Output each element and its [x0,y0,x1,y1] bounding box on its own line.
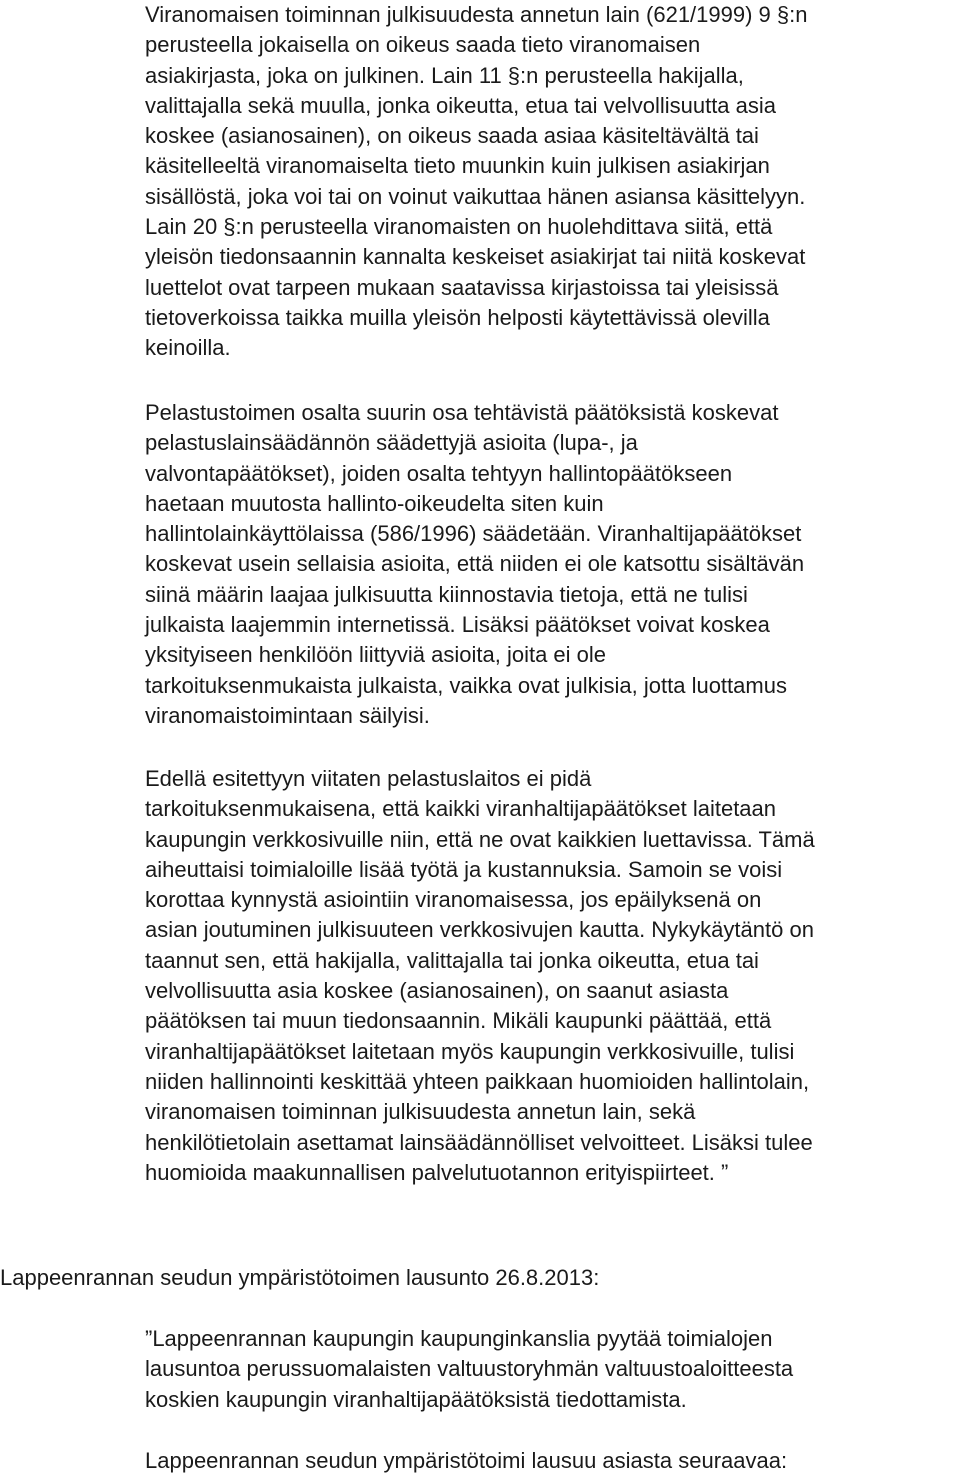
text-line: Viranomaisen toiminnan julkisuudesta annetun lain (621/1999) 9 §:n [145,2,808,27]
text-line: pelastuslainsäädännön säädettyjä asioita (lupa-, ja [145,430,638,456]
text-line: valittajalla sekä muulla, jonka oikeutta, etua tai velvollisuutta asia [145,92,777,118]
heading-text: Lappeenrannan seudun ympäristötoimen lausunto 26.8.2013: [0,1265,600,1290]
text-line: huomioida maakunnallisen palvelutuotannon erityispiirteet. ” [145,1159,729,1185]
text-line: yksityiseen henkilöön liittyviä asioita, joita ei ole [145,642,607,668]
text-line: kaupungin verkkosivuille niin, että ne ovat kaikkien luettavissa. Tämä [145,826,815,852]
text-line: niiden hallinnointi keskittää yhteen paikkaan huomioiden hallintolain, [145,1068,810,1094]
text-line: yleisön tiedonsaannin kannalta keskeiset asiakirjat tai niitä koskevat [145,244,806,270]
statement-heading [0,1263,599,1293]
text-line: tarkoituksenmukaisena, että kaikki viranhaltijapäätökset laitetaan [145,796,777,822]
paragraph-request-quote [145,1324,793,1415]
text-line: luettelot ovat tarpeen mukaan saatavissa kirjastoissa tai yleisissä [145,274,779,300]
text-line: tarkoituksenmukaista julkaista, vaikka ovat julkisia, jotta luottamus [145,672,787,698]
text-line: käsitelleeltä viranomaiselta tieto muunkin kuin julkisen asiakirjan [145,153,770,179]
text-line: valvontapäätökset), joiden osalta tehtyyn hallintopäätökseen [145,460,733,486]
text-line: koskien kaupungin viranhaltijapäätöksistä tiedottamista. [145,1386,687,1412]
text-line: koskevat usein sellaisia asioita, että niiden ei ole katsottu sisältävän [145,551,805,577]
text-line: korottaa kynnystä asiointiin viranomaisessa, jos epäilyksenä on [145,887,762,913]
paragraph-conclusion [145,764,815,1188]
text-line: sisällöstä, joka voi tai on voinut vaikuttaa hänen asiansa käsittelyyn. [145,183,806,209]
text-line: taannut sen, että hakijalla, valittajalla tai jonka oikeutta, etua tai [145,947,759,973]
text-line: asian joutuminen julkisuuteen verkkosivujen kautta. Nykykäytäntö on [145,917,814,943]
paragraph-publicity-act [145,0,807,364]
text-line: aiheuttaisi toimialoille lisää työtä ja kustannuksia. Samoin se voisi [145,856,783,882]
paragraph-statement-intro [145,1446,787,1476]
text-line: perusteella jokaisella on oikeus saada tieto viranomaisen [145,32,701,58]
text-line: Pelastustoimen osalta suurin osa tehtävistä päätöksistä koskevat [145,400,779,425]
text-line: siinä määrin laajaa julkisuutta kiinnostavia tietoja, että ne tulisi [145,581,748,607]
text-line: viranomaisen toiminnan julkisuudesta annetun lain, sekä [145,1099,696,1125]
text-line: asiakirjasta, joka on julkinen. Lain 11 §:n perusteella hakijalla, [145,62,744,88]
text-line: velvollisuutta asia koskee (asianosainen), on saanut asiasta [145,978,729,1004]
text-line: Lappeenrannan seudun ympäristötoimi lausuu asiasta seuraavaa: [145,1448,788,1473]
text-line: Lain 20 §:n perusteella viranomaisten on huolehdittava siitä, että [145,214,773,240]
text-line: viranhaltijapäätökset laitetaan myös kaupungin verkkosivuille, tulisi [145,1038,795,1064]
text-line: lausuntoa perussuomalaisten valtuustoryhmän valtuustoaloitteesta [145,1356,794,1382]
text-line: hallintolainkäyttölaissa (586/1996) säädetään. Viranhaltijapäätökset [145,521,802,547]
text-line: päätöksen tai muun tiedonsaannin. Mikäli kaupunki päättää, että [145,1008,772,1034]
text-line: koskee (asianosainen), on oikeus saada asiaa käsiteltävältä tai [145,123,759,149]
text-line: henkilötietolain asettamat lainsäädännölliset velvoitteet. Lisäksi tulee [145,1129,813,1155]
paragraph-rescue-services [145,398,804,731]
text-line: viranomaistoimintaan säilyisi. [145,702,430,728]
text-line: tietoverkoissa taikka muilla yleisön helposti käytettävissä olevilla [145,304,770,330]
text-line: keinoilla. [145,335,231,361]
text-line: julkaista laajemmin internetissä. Lisäksi päätökset voivat koskea [145,612,770,638]
text-line: ”Lappeenrannan kaupungin kaupunginkanslia pyytää toimialojen [145,1326,773,1351]
text-line: Edellä esitettyyn viitaten pelastuslaitos ei pidä [145,766,592,791]
text-line: haetaan muutosta hallinto-oikeudelta siten kuin [145,490,604,516]
